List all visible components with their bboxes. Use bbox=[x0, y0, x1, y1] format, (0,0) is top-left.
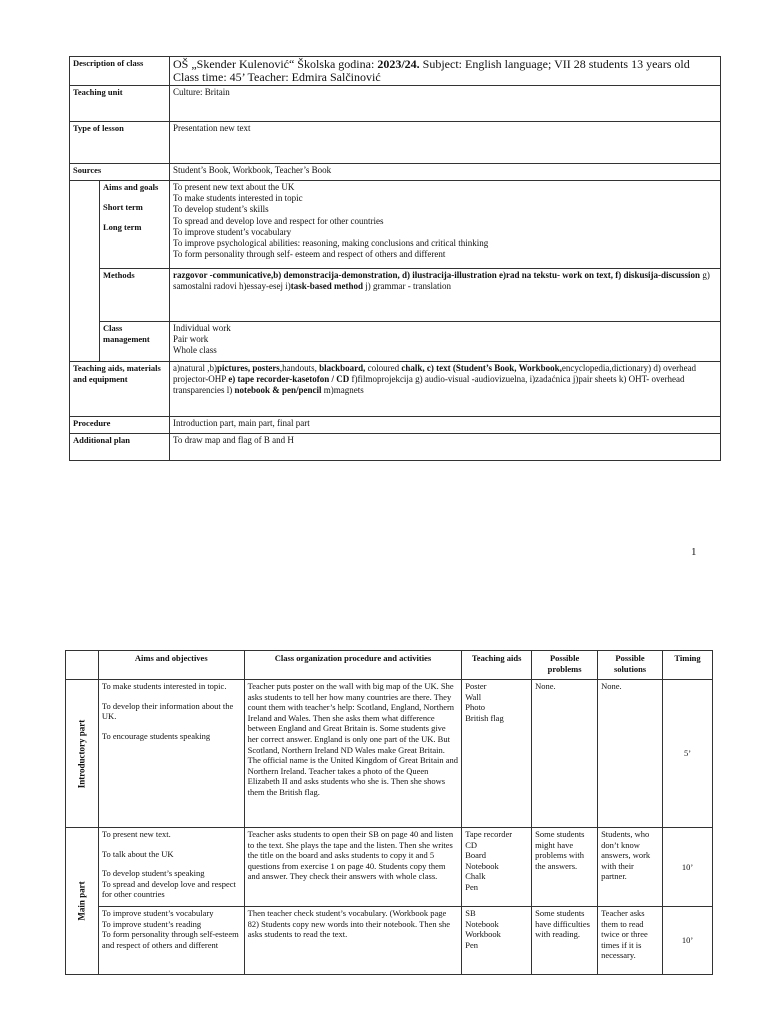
procedure-value: Introduction part, main part, final part bbox=[170, 417, 721, 434]
type-of-lesson-value: Presentation new text bbox=[170, 122, 721, 164]
management-item: Whole class bbox=[173, 345, 217, 356]
teaching-unit-label: Teaching unit bbox=[70, 86, 170, 122]
main-part-label bbox=[66, 828, 99, 975]
main1-aids bbox=[462, 828, 532, 907]
aid-item: Notebook bbox=[465, 918, 499, 929]
main2-aims bbox=[98, 907, 244, 975]
intro-problems: None. bbox=[532, 680, 598, 828]
aid-item: Board bbox=[465, 850, 486, 861]
class-management-list bbox=[170, 322, 721, 362]
aim-item: To improve student’s vocabulary bbox=[101, 908, 214, 918]
main1-solutions: Students, who don’t know answers, work with their partner. bbox=[598, 828, 663, 907]
management-item: Individual work bbox=[173, 323, 231, 333]
aim-item: To improve psychological abilities: reasoning, making conclusions and critical thinking bbox=[173, 238, 489, 249]
sources-value: Student’s Book, Workbook, Teacher’s Book bbox=[170, 164, 721, 181]
aids-text: a)natural ,b) bbox=[173, 363, 217, 373]
class-management-row bbox=[70, 322, 721, 362]
aid-item: SB bbox=[465, 908, 476, 918]
aids-text: ,handouts, bbox=[279, 363, 320, 373]
sources-row bbox=[70, 164, 721, 181]
aim-item: To develop student’s speaking bbox=[101, 868, 205, 879]
additional-plan-label: Additional plan bbox=[70, 434, 170, 461]
teaching-unit-value: Culture: Britain bbox=[170, 86, 721, 122]
aid-item: Poster bbox=[465, 681, 487, 691]
aids-text: coloured bbox=[365, 363, 402, 373]
aims-goals-label: Aims and goals bbox=[103, 182, 159, 192]
class-time-text: Class time: 45’ Teacher: Edmira Salčinović bbox=[173, 70, 381, 84]
methods-value bbox=[170, 269, 721, 322]
teaching-aids-row bbox=[70, 362, 721, 417]
aim-item: To form personality through self-esteem and respect of others and different bbox=[101, 929, 239, 950]
aims-row bbox=[70, 181, 721, 269]
aim-item: To talk about the UK bbox=[101, 848, 174, 859]
aim-item: To present new text about the UK bbox=[173, 182, 295, 192]
main2-solutions: Teacher asks them to read twice or three times if it is necessary. bbox=[598, 907, 663, 975]
methods-label: Methods bbox=[100, 269, 170, 322]
aid-item: Pen bbox=[465, 939, 478, 950]
aid-item: British flag bbox=[465, 712, 504, 723]
aid-item: Wall bbox=[465, 691, 482, 702]
aim-item: To spread and develop love and respect for other countries bbox=[173, 215, 384, 226]
introductory-part-text: Introductory part bbox=[76, 719, 87, 788]
main2-procedure: Then teacher check student’s vocabulary. (Workbook page 82) Students copy new words into their notebook. Then she asks students to read the text. bbox=[244, 907, 462, 975]
management-item: Pair work bbox=[173, 334, 209, 345]
aids-bold: notebook & pen/pencil bbox=[234, 385, 322, 396]
main-row-1 bbox=[66, 828, 713, 907]
introductory-part-label bbox=[66, 680, 99, 828]
aid-item: Photo bbox=[465, 702, 486, 713]
aid-item: Workbook bbox=[465, 929, 501, 940]
aim-item: To make students interested in topic. bbox=[101, 681, 227, 691]
header-problems: Possible problems bbox=[532, 651, 598, 680]
main1-problems: Some students might have problems with the answers. bbox=[532, 828, 598, 907]
aim-item: To improve student’s vocabulary bbox=[173, 226, 292, 237]
methods-row bbox=[70, 269, 721, 322]
class-management-label: Class management bbox=[100, 322, 170, 362]
additional-plan-value: To draw map and flag of B and H bbox=[170, 434, 721, 461]
aim-item: To develop their information about the UK. bbox=[101, 700, 234, 722]
intro-procedure: Teacher puts poster on the wall with big map of the UK. She asks students to tell her how many countries are there. They count them with teacher’s help: Scotland, England, Northern Ireland and Wales. Then she asks them what difference between England and Great Britain is. Some students give her correct answer. England is only one part of the UK. But Scotland, Northern Ireland ND Wales make Great Britain. The official name is the United Kingdom of Great Britain and Northern Ireland. Teacher takes a photo of the Queen Elizabeth II and asks students who she is. Then she shows them the British flag. bbox=[244, 680, 462, 828]
procedure-row bbox=[70, 417, 721, 434]
aid-item: Notebook bbox=[465, 860, 499, 871]
intro-timing: 5’ bbox=[663, 680, 713, 828]
aim-item: To make students interested in topic bbox=[173, 193, 303, 204]
header-timing: Timing bbox=[663, 651, 713, 680]
main-row-2 bbox=[66, 907, 713, 975]
aid-item: Chalk bbox=[465, 871, 486, 882]
description-value bbox=[170, 57, 721, 86]
header-solutions: Possible solutions bbox=[598, 651, 663, 680]
aim-item: To spread and develop love and respect for other countries bbox=[101, 878, 236, 900]
school-year: 2023/24. bbox=[377, 57, 420, 71]
sources-label: Sources bbox=[70, 164, 170, 181]
methods-bold-2: task-based method bbox=[290, 281, 363, 292]
aims-label-cell bbox=[100, 181, 170, 269]
long-term-label: Long term bbox=[103, 222, 142, 233]
aid-item: CD bbox=[465, 839, 478, 850]
page-number: 1 bbox=[691, 546, 697, 558]
header-empty bbox=[66, 651, 99, 680]
aim-item: To improve student’s reading bbox=[101, 918, 202, 929]
main1-timing: 10’ bbox=[663, 828, 713, 907]
procedure-table bbox=[65, 650, 713, 975]
aids-text: f)filmoprojekcija g) audio-visual -audiovizuelna, i)zadaćnica j)pair sheets k) OHT- overhead transparencies l) bbox=[173, 374, 685, 396]
aids-bold: chalk, c) text (Student’s Book, Workbook, bbox=[401, 363, 562, 373]
main2-aids bbox=[462, 907, 532, 975]
procedure-label: Procedure bbox=[70, 417, 170, 434]
main2-timing: 10’ bbox=[663, 907, 713, 975]
header-aims: Aims and objectives bbox=[98, 651, 244, 680]
methods-text-2: j) grammar - translation bbox=[362, 281, 451, 292]
aim-item: To encourage students speaking bbox=[101, 730, 211, 741]
aim-item: To develop student’s skills bbox=[173, 204, 269, 215]
type-of-lesson-row bbox=[70, 122, 721, 164]
main1-procedure: Teacher asks students to open their SB on page 40 and listen to the text. She plays the tape and the listen. Then she writes the title on the board and asks students to copy it and 5 questions from exercise 1 on page 40. Students copy them and answer. They check their answers with whole class. bbox=[244, 828, 462, 907]
header-aids: Teaching aids bbox=[462, 651, 532, 680]
methods-bold-1: razgovor -communicative,b) demonstracija-demonstration, d) ilustracija-illustration e)rad na tekstu- work on text, f) diskusija-discussion bbox=[173, 270, 701, 280]
teaching-unit-row bbox=[70, 86, 721, 122]
lesson-plan-table bbox=[69, 56, 721, 461]
aid-item: Pen bbox=[465, 881, 478, 892]
intro-aids bbox=[462, 680, 532, 828]
aim-item: To present new text. bbox=[101, 829, 171, 839]
aids-text: encyclopedia,dictionary) d) overhead projector-OHP bbox=[173, 363, 697, 385]
main1-aims bbox=[98, 828, 244, 907]
aim-item: To form personality through self- esteem and respect of others and different bbox=[173, 249, 446, 260]
aids-bold: blackboard, bbox=[319, 363, 366, 373]
aids-bold: e) tape recorder-kasetofon / CD bbox=[228, 374, 350, 385]
subject-text: Subject: English language; VII 28 students 13 years old bbox=[419, 57, 690, 71]
intro-solutions: None. bbox=[598, 680, 663, 828]
intro-aims bbox=[98, 680, 244, 828]
aims-list bbox=[170, 181, 721, 269]
methods-text-1: g) samostalni radovi h)essay-esej i) bbox=[173, 270, 710, 292]
introductory-row bbox=[66, 680, 713, 828]
teaching-aids-value bbox=[170, 362, 721, 417]
header-procedure: Class organization procedure and activities bbox=[244, 651, 462, 680]
school-text: OŠ „Skender Kulenović“ Školska godina: bbox=[173, 57, 378, 71]
teaching-aids-label: Teaching aids, materials and equipment bbox=[70, 362, 170, 417]
aid-item: Tape recorder bbox=[465, 829, 513, 839]
main-part-text: Main part bbox=[76, 881, 87, 921]
aids-bold: pictures, posters bbox=[216, 363, 280, 373]
description-row bbox=[70, 57, 721, 86]
short-term-label: Short term bbox=[103, 202, 143, 213]
additional-plan-row bbox=[70, 434, 721, 461]
aims-spacer-cell bbox=[70, 181, 100, 362]
procedure-header-row bbox=[66, 651, 713, 680]
aids-text: m)magnets bbox=[321, 385, 364, 396]
type-of-lesson-label: Type of lesson bbox=[70, 122, 170, 164]
main2-problems: Some students have difficulties with reading. bbox=[532, 907, 598, 975]
description-label: Description of class bbox=[70, 57, 170, 86]
